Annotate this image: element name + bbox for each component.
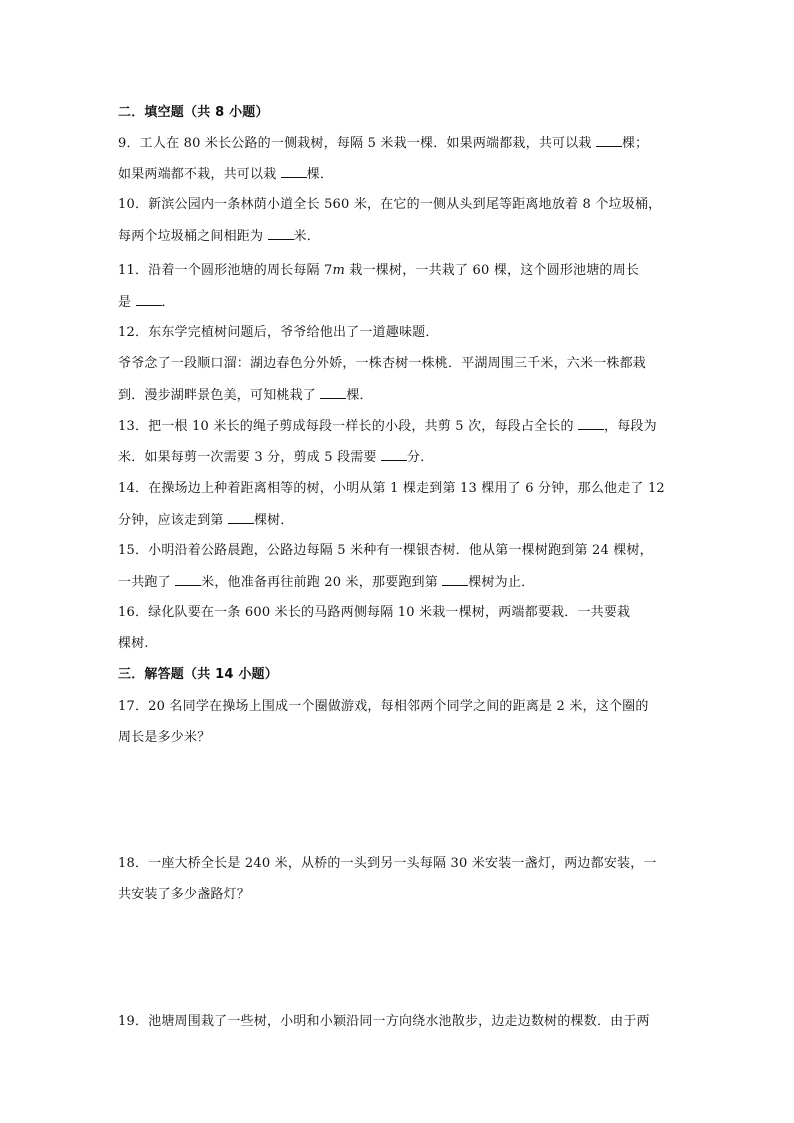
question-17-line-1: 17．20 名同学在操场上围成一个圈做游戏，每相邻两个同学之间的距离是 2 米，这个圈的 <box>118 699 649 714</box>
answer-blank[interactable] <box>578 417 604 430</box>
answer-blank[interactable] <box>175 573 201 586</box>
section-heading-fill-blank: 二．填空题（共 8 小题） <box>118 105 269 120</box>
question-10-text-a: 每两个垃圾桶之间相距为 <box>118 229 268 244</box>
question-18-line-1: 18．一座大桥全长是 240 米，从桥的一头到另一头每隔 30 米安装一盏灯，两边都安装，一 <box>118 856 657 871</box>
question-9-text-a: 9．工人在 80 米长公路的一侧栽树，每隔 5 米栽一棵．如果两端都栽，共可以栽 <box>118 136 596 151</box>
answer-blank[interactable] <box>596 134 622 147</box>
answer-blank[interactable] <box>228 511 254 524</box>
answer-blank[interactable] <box>381 448 407 461</box>
question-15-text-b: 米，他准备再往前跑 20 米，那要跑到第 <box>201 575 443 590</box>
question-11-text-a: 11．沿着一个圆形池塘的周长每隔 7 <box>118 263 333 278</box>
question-11-text-d: ． <box>161 295 175 310</box>
question-17-line-2: 周长是多少米？ <box>118 730 211 745</box>
question-9-text-b: 棵； <box>621 136 649 151</box>
question-18-line-2: 共安装了多少盏路灯？ <box>118 887 251 902</box>
question-10-line-1: 10．新滨公园内一条林荫小道全长 560 米，在它的一侧从头到尾等距离地放着 8 个垃圾桶， <box>118 197 662 212</box>
answer-blank[interactable] <box>268 227 294 240</box>
question-11-line-1 <box>118 262 639 280</box>
question-10-text-b: 米． <box>293 229 320 244</box>
section-heading-answer: 三．解答题（共 14 小题） <box>118 667 278 682</box>
question-13-text-b: ，每段为 <box>604 419 657 434</box>
question-12-text-a: 到．漫步湖畔景色美，可知桃栽了 <box>118 388 321 403</box>
question-9-line-1 <box>118 134 648 152</box>
question-11-unit: m <box>332 263 346 278</box>
question-15-line-2 <box>118 573 534 591</box>
question-12-text-b: 棵． <box>346 388 373 403</box>
question-11-text-b: 栽一棵树，一共栽了 60 棵，这个圆形池塘的周长 <box>345 263 640 278</box>
question-12-line-2: 爷爷念了一段顺口溜：湖边春色分外娇，一株杏树一株桃．平湖周围三千米，六米一株都栽 <box>118 356 647 371</box>
question-13-text-d: 分． <box>407 450 434 465</box>
question-13-text-c: 米．如果每剪一次需要 3 分，剪成 5 段需要 <box>118 450 382 465</box>
question-15-text-c: 棵树为止． <box>468 575 535 590</box>
question-9-text-d: 棵． <box>306 167 334 182</box>
question-9-line-2 <box>118 165 333 183</box>
answer-blank[interactable] <box>320 386 346 399</box>
answer-blank[interactable] <box>442 573 468 586</box>
question-19-line-1: 19．池塘周围栽了一些树，小明和小颖沿同一方向绕水池散步，边走边数树的棵数．由于两 <box>118 1014 650 1029</box>
question-9-text-c: 如果两端都不栽，共可以栽 <box>118 167 281 182</box>
question-12-line-1: 12．东东学完植树问题后，爷爷给他出了一道趣味题． <box>118 325 439 340</box>
question-13-line-2 <box>118 448 433 466</box>
question-11-line-2 <box>118 293 175 311</box>
question-15-text-a: 一共跑了 <box>118 575 176 590</box>
question-14-text-b: 棵树． <box>253 513 294 528</box>
question-13-line-1 <box>118 417 657 435</box>
question-13-text-a: 13．把一根 10 米长的绳子剪成每段一样长的小段，共剪 5 次，每段占全长的 <box>118 419 579 434</box>
answer-blank[interactable] <box>281 165 307 178</box>
question-12-line-3 <box>118 386 373 404</box>
question-14-line-1: 14．在操场边上种着距离相等的树，小明从第 1 棵走到第 13 棵用了 6 分钟，那么他走了 12 <box>118 481 665 496</box>
question-14-text-a: 分钟，应该走到第 <box>118 513 228 528</box>
question-11-text-c: 是 <box>118 295 136 310</box>
question-16-line-2: 棵树. <box>118 636 149 651</box>
question-14-line-2 <box>118 511 294 529</box>
question-16-line-1: 16．绿化队要在一条 600 米长的马路两侧每隔 10 米栽一棵树，两端都要栽．一共要栽 <box>118 605 631 620</box>
question-15-line-1: 15．小明沿着公路晨跑，公路边每隔 5 米种有一棵银杏树．他从第一棵树跑到第 24 棵树， <box>118 543 653 558</box>
answer-blank[interactable] <box>136 293 162 306</box>
question-10-line-2 <box>118 227 320 245</box>
